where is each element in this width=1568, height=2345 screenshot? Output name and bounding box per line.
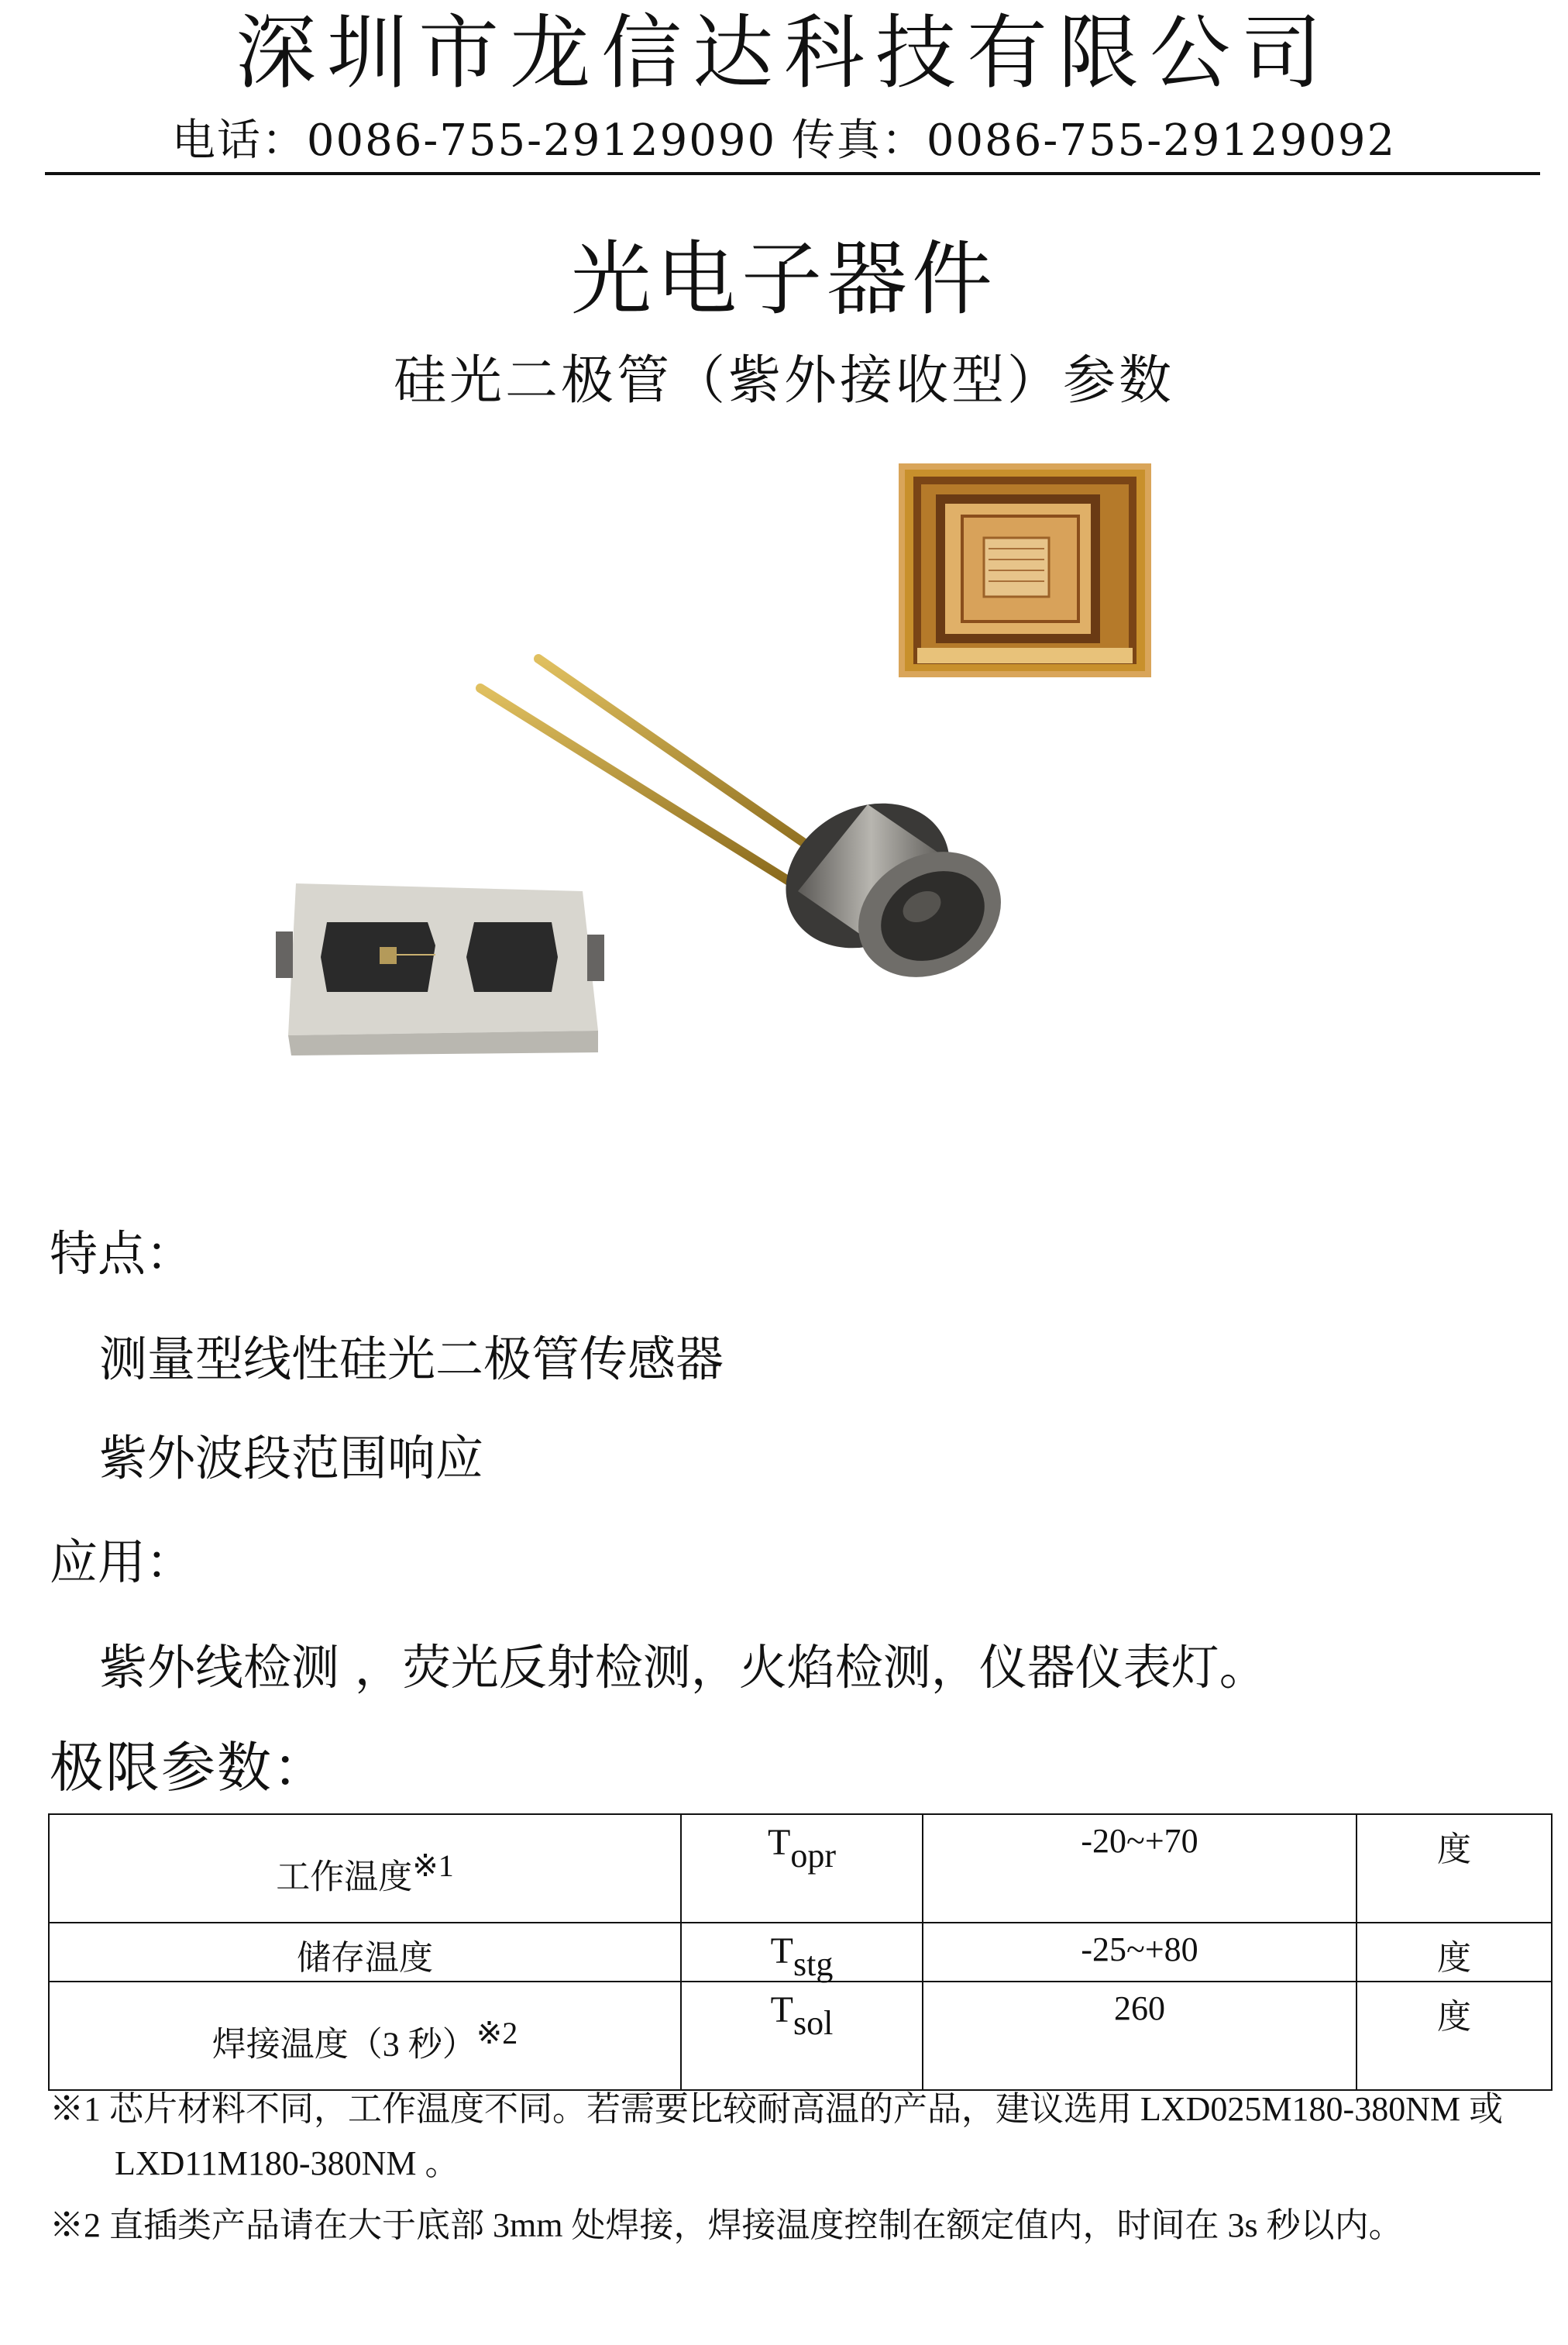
param-symbol-cell bbox=[681, 1814, 923, 1923]
param-value: -20~+70 bbox=[923, 1814, 1357, 1923]
param-symbol: T bbox=[770, 1930, 793, 1971]
param-name-cell bbox=[49, 1923, 681, 1982]
document-subtitle: 硅光二极管（紫外接收型）参数 bbox=[393, 350, 1174, 411]
param-unit: 度 bbox=[1357, 1982, 1552, 2090]
param-symbol-cell bbox=[681, 1982, 923, 2090]
note-mark: ※2 bbox=[476, 2016, 518, 2051]
param-symbol: T bbox=[768, 1822, 791, 1863]
limits-heading: 极限参数： bbox=[50, 1736, 328, 1799]
param-value: 260 bbox=[923, 1982, 1357, 2090]
features-label: 特点： bbox=[50, 1225, 194, 1282]
table-row bbox=[49, 1814, 1552, 1923]
param-name: 工作温度 bbox=[276, 1858, 413, 1896]
param-name: 焊接温度（3 秒） bbox=[211, 2026, 476, 2064]
feature-item: 测量型线性硅光二极管传感器 bbox=[99, 1331, 724, 1387]
param-name-cell bbox=[49, 1982, 681, 2090]
footnote-1: ※1 芯片材料不同，工作温度不同。若需要比较耐高温的产品，建议选用 LXD025M180-380NM 或 bbox=[50, 2090, 1504, 2128]
param-unit: 度 bbox=[1357, 1923, 1552, 1982]
feature-item: 紫外波段范围响应 bbox=[99, 1430, 484, 1486]
param-unit: 度 bbox=[1357, 1814, 1552, 1923]
param-value: -25~+80 bbox=[923, 1923, 1357, 1982]
smd-photodiode-photo bbox=[273, 860, 606, 1062]
param-name: 储存温度 bbox=[297, 1939, 433, 1977]
param-symbol-sub: sol bbox=[793, 2004, 834, 2042]
contact-line: 电话：0086-755-29129090 传真：0086-755-29129092 bbox=[171, 115, 1397, 166]
limits-table bbox=[48, 1813, 1553, 2091]
table-row bbox=[49, 1982, 1552, 2090]
param-symbol: T bbox=[770, 1989, 793, 2030]
header-divider bbox=[45, 172, 1540, 175]
param-symbol-cell bbox=[681, 1923, 923, 1982]
param-symbol-sub: stg bbox=[793, 1945, 834, 1983]
application-item: 紫外线检测 ，荧光反射检测，火焰检测，仪器仪表灯。 bbox=[99, 1639, 1267, 1696]
note-mark: ※1 bbox=[412, 1848, 454, 1884]
document-title: 光电子器件 bbox=[570, 232, 997, 326]
param-name-cell bbox=[49, 1814, 681, 1923]
applications-label: 应用： bbox=[50, 1534, 194, 1590]
company-name: 深圳市龙信达科技有限公司 bbox=[235, 5, 1332, 100]
footnote-1-continued: LXD11M180-380NM 。 bbox=[115, 2144, 459, 2182]
footnote-2: ※2 直插类产品请在大于底部 3mm 处焊接，焊接温度控制在额定值内，时间在 3s 秒以内。 bbox=[50, 2206, 1403, 2244]
table-row bbox=[49, 1923, 1552, 1982]
param-symbol-sub: opr bbox=[790, 1837, 836, 1875]
